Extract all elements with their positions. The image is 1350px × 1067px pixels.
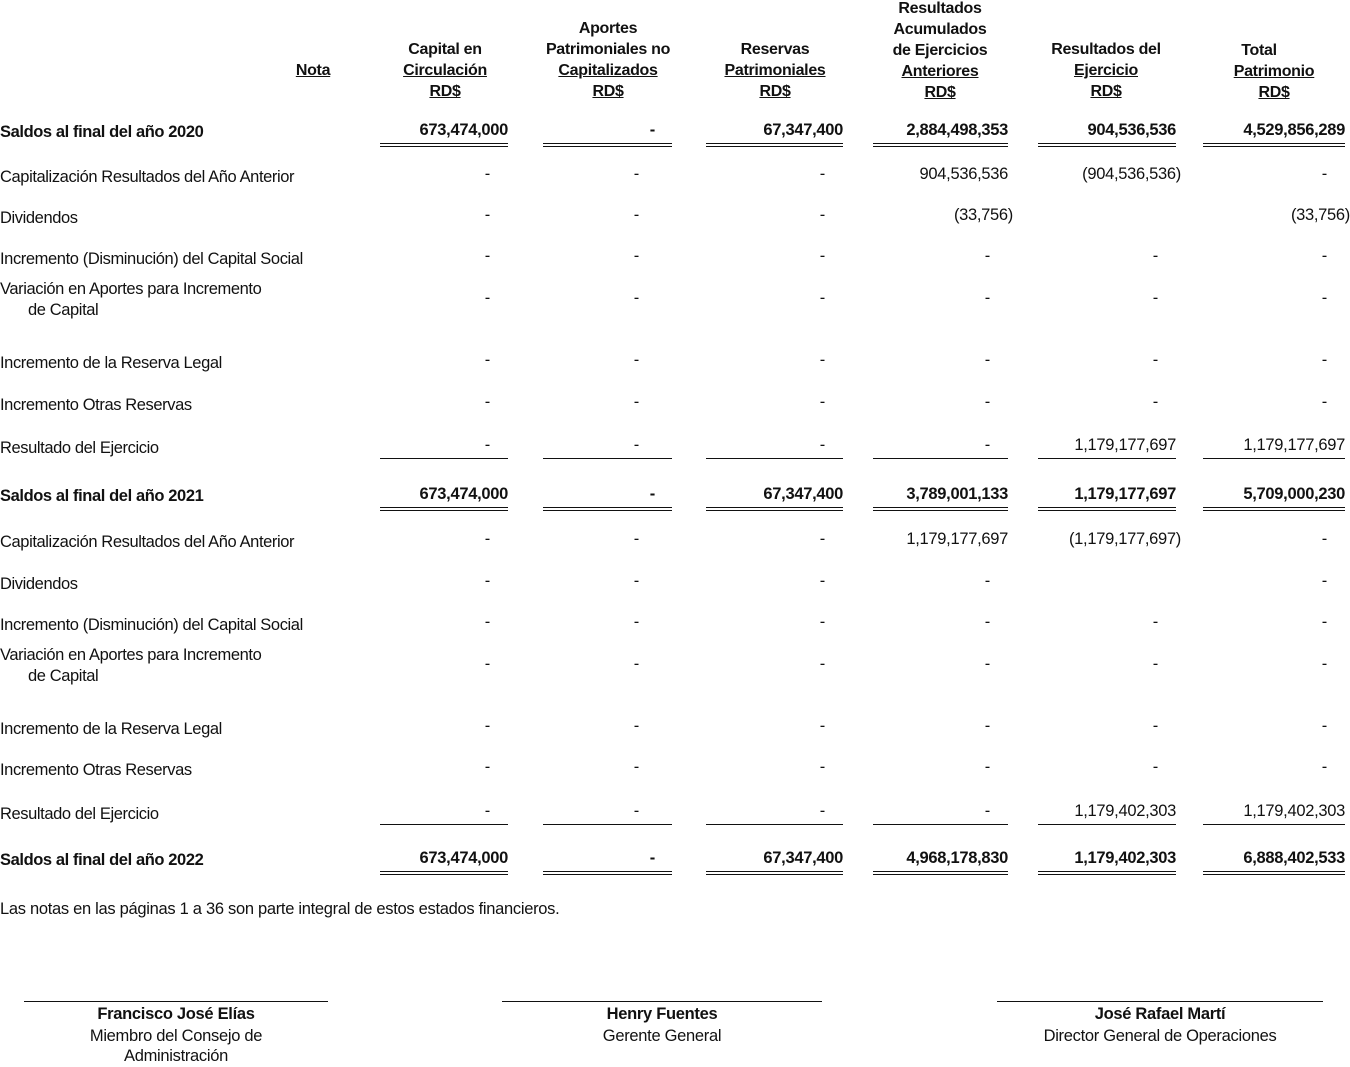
double-underline <box>543 507 672 511</box>
table-cell: - <box>633 613 639 631</box>
table-cell: - <box>1321 758 1327 776</box>
row-label <box>0 167 294 188</box>
signature-role-cont: Administración <box>123 1047 228 1065</box>
row-label-text: Incremento de la Reserva Legal <box>0 720 222 738</box>
table-cell: - <box>1321 655 1327 673</box>
table-cell: - <box>1321 530 1327 548</box>
single-underline <box>706 458 843 459</box>
table-cell: - <box>819 165 825 183</box>
single-underline <box>380 458 508 459</box>
single-underline <box>543 458 672 459</box>
header-total-currency: RD$ <box>1258 84 1290 101</box>
table-cell: 1,179,402,303 <box>1074 849 1176 867</box>
double-underline <box>380 143 508 147</box>
signature-name: Francisco José Elías <box>97 1005 255 1023</box>
table-cell: - <box>633 289 639 307</box>
row-label <box>0 850 203 871</box>
row-label <box>0 760 192 781</box>
table-cell: 1,179,177,697 <box>1243 436 1345 454</box>
row-label-text: Variación en Aportes para Incremento <box>0 280 262 298</box>
double-underline <box>543 143 672 147</box>
single-underline <box>1038 824 1176 825</box>
signature-name: Henry Fuentes <box>606 1005 718 1023</box>
table-cell: 904,536,536 <box>919 165 1008 183</box>
row-label-text: Saldos al final del año 2021 <box>0 487 204 505</box>
row-label <box>0 353 222 374</box>
header-aportes <box>546 18 670 102</box>
row-label <box>0 574 78 595</box>
table-cell: - <box>1152 247 1158 265</box>
table-cell: - <box>633 247 639 265</box>
table-cell: - <box>984 758 990 776</box>
header-total-line2: Patrimonio <box>1233 63 1315 80</box>
row-label <box>0 438 159 459</box>
row-label-text: Variación en Aportes para Incremento <box>0 646 262 664</box>
header-total <box>1234 40 1315 103</box>
row-label-text: Capitalización Resultados del Año Anterior <box>0 533 295 551</box>
table-cell: - <box>484 247 490 265</box>
table-cell: - <box>1152 758 1158 776</box>
row-label <box>0 208 78 229</box>
table-cell: - <box>1321 165 1327 183</box>
table-cell: - <box>984 802 990 820</box>
table-cell: - <box>984 247 990 265</box>
row-label-text: Incremento (Disminución) del Capital Social <box>0 250 303 268</box>
signature-role: Director General de Operaciones <box>1043 1027 1277 1045</box>
table-cell: - <box>633 393 639 411</box>
signature-line <box>997 1001 1323 1002</box>
table-cell: 1,179,177,697 <box>906 530 1008 548</box>
header-aportes-line2: Patrimoniales no <box>545 41 671 58</box>
table-cell: - <box>984 289 990 307</box>
table-cell: 67,347,400 <box>763 485 843 503</box>
table-cell: - <box>984 572 990 590</box>
row-label <box>0 719 222 740</box>
table-cell: - <box>1321 572 1327 590</box>
table-cell: 67,347,400 <box>763 121 843 139</box>
row-label-text: Resultado del Ejercicio <box>0 805 159 823</box>
table-cell: - <box>1321 717 1327 735</box>
table-cell: - <box>819 802 825 820</box>
row-label-text: Incremento de la Reserva Legal <box>0 354 222 372</box>
table-cell: - <box>819 393 825 411</box>
header-resultados-ejercicio <box>1051 39 1161 102</box>
table-cell: 6,888,402,533 <box>1243 849 1345 867</box>
table-cell: - <box>649 849 655 867</box>
header-capital-currency: RD$ <box>429 83 461 100</box>
table-cell: - <box>819 351 825 369</box>
header-total-line1: Total <box>1241 42 1277 59</box>
table-cell: - <box>484 717 490 735</box>
table-cell: - <box>984 393 990 411</box>
single-underline <box>1038 458 1176 459</box>
table-cell: - <box>1152 717 1158 735</box>
table-cell: - <box>819 717 825 735</box>
row-label-text: Incremento (Disminución) del Capital Social <box>0 616 303 634</box>
table-cell: - <box>819 247 825 265</box>
row-label-text: Capitalización Resultados del Año Anterior <box>0 168 295 186</box>
table-cell: (33,756) <box>1290 206 1350 224</box>
row-label-text-cont: de Capital <box>28 667 99 685</box>
double-underline <box>873 507 1008 511</box>
header-nota <box>296 60 330 81</box>
double-underline <box>873 143 1008 147</box>
table-cell: - <box>819 613 825 631</box>
table-cell: - <box>1321 393 1327 411</box>
signature-role: Gerente General <box>602 1027 722 1045</box>
table-cell: - <box>633 655 639 673</box>
table-cell: - <box>819 436 825 454</box>
single-underline <box>706 824 843 825</box>
header-capital-line2: Circulación <box>403 62 487 79</box>
table-cell: - <box>984 351 990 369</box>
table-cell: - <box>984 655 990 673</box>
table-cell: 2,884,498,353 <box>906 121 1008 139</box>
double-underline <box>1038 871 1176 875</box>
table-cell: - <box>484 165 490 183</box>
header-ra-line3: de Ejercicios <box>892 42 988 59</box>
table-cell: - <box>984 717 990 735</box>
signature-block-2 <box>502 1001 822 1047</box>
table-cell: 673,474,000 <box>419 485 508 503</box>
table-cell: - <box>484 393 490 411</box>
table-cell: - <box>484 758 490 776</box>
table-cell: - <box>1152 613 1158 631</box>
header-nota-label: Nota <box>295 62 331 79</box>
signature-name: José Rafael Martí <box>1094 1005 1226 1023</box>
table-cell: - <box>1321 247 1327 265</box>
row-label-text: Incremento Otras Reservas <box>0 396 192 414</box>
row-label-text: Saldos al final del año 2020 <box>0 123 204 141</box>
header-re-currency: RD$ <box>1090 83 1122 100</box>
table-cell: - <box>633 758 639 776</box>
single-underline <box>1203 824 1345 825</box>
single-underline <box>873 824 1008 825</box>
table-cell: (904,536,536) <box>1082 165 1181 183</box>
header-reservas <box>724 39 825 102</box>
header-re-line1: Resultados del <box>1051 41 1161 58</box>
table-cell: - <box>633 530 639 548</box>
row-label <box>0 804 159 825</box>
single-underline <box>380 824 508 825</box>
header-reservas-line2: Patrimoniales <box>724 62 826 79</box>
row-label-text: Dividendos <box>0 575 78 593</box>
table-cell: - <box>633 436 639 454</box>
table-cell: - <box>484 613 490 631</box>
table-cell: 904,536,536 <box>1087 121 1176 139</box>
table-cell: - <box>484 289 490 307</box>
row-label-text: Dividendos <box>0 209 78 227</box>
row-label <box>0 395 192 416</box>
double-underline <box>706 143 843 147</box>
table-cell: - <box>633 165 639 183</box>
table-cell: - <box>649 485 655 503</box>
double-underline <box>873 871 1008 875</box>
row-label-text: Saldos al final del año 2022 <box>0 851 204 869</box>
table-cell: - <box>1152 393 1158 411</box>
double-underline <box>1038 143 1176 147</box>
table-cell: 1,179,177,697 <box>1074 436 1176 454</box>
table-cell: - <box>484 206 490 224</box>
double-underline <box>706 507 843 511</box>
signature-line <box>24 1001 328 1002</box>
table-cell: - <box>1321 613 1327 631</box>
signature-block-1 <box>24 1001 328 1067</box>
table-cell: - <box>984 436 990 454</box>
footnote: Las notas en las páginas 1 a 36 son parte integral de estos estados financieros. <box>0 900 560 918</box>
signature-block-3 <box>997 1001 1323 1047</box>
row-label <box>0 279 261 321</box>
table-cell: - <box>484 802 490 820</box>
single-underline <box>543 824 672 825</box>
double-underline <box>1203 143 1345 147</box>
table-cell: - <box>649 121 655 139</box>
table-cell: 1,179,177,697 <box>1074 485 1176 503</box>
double-underline <box>380 871 508 875</box>
table-cell: (1,179,177,697) <box>1068 530 1181 548</box>
table-cell: - <box>1152 289 1158 307</box>
table-cell: 1,179,402,303 <box>1074 802 1176 820</box>
table-cell: - <box>633 351 639 369</box>
header-re-line2: Ejercicio <box>1073 62 1139 79</box>
table-cell: - <box>819 655 825 673</box>
double-underline <box>1203 507 1345 511</box>
row-label <box>0 532 294 553</box>
double-underline <box>706 871 843 875</box>
table-cell: - <box>484 655 490 673</box>
row-label <box>0 249 303 270</box>
header-aportes-currency: RD$ <box>592 83 624 100</box>
double-underline <box>1038 507 1176 511</box>
header-capital-line1: Capital en <box>408 41 482 58</box>
header-ra-line1: Resultados <box>898 0 982 17</box>
row-label-text-cont: de Capital <box>28 301 99 319</box>
table-cell: - <box>633 717 639 735</box>
header-resultados-acumulados <box>893 0 988 103</box>
header-ra-line4: Anteriores <box>901 63 979 80</box>
header-aportes-line3: Capitalizados <box>558 62 658 79</box>
header-reservas-currency: RD$ <box>759 83 791 100</box>
header-ra-line2: Acumulados <box>893 21 987 38</box>
single-underline <box>1203 458 1345 459</box>
table-cell: - <box>984 613 990 631</box>
row-label <box>0 615 303 636</box>
table-cell: - <box>1321 351 1327 369</box>
table-cell: - <box>484 530 490 548</box>
table-cell: - <box>633 206 639 224</box>
table-cell: - <box>1152 655 1158 673</box>
header-ra-currency: RD$ <box>924 84 956 101</box>
row-label <box>0 122 203 143</box>
table-cell: 1,179,402,303 <box>1243 802 1345 820</box>
table-cell: 4,968,178,830 <box>906 849 1008 867</box>
double-underline <box>380 507 508 511</box>
table-cell: - <box>633 802 639 820</box>
table-cell: 3,789,001,133 <box>906 485 1008 503</box>
table-cell: - <box>633 572 639 590</box>
row-label <box>0 486 203 507</box>
table-cell: - <box>1152 351 1158 369</box>
table-cell: 5,709,000,230 <box>1243 485 1345 503</box>
row-label <box>0 645 261 687</box>
table-cell: (33,756) <box>953 206 1013 224</box>
table-cell: 67,347,400 <box>763 849 843 867</box>
table-cell: 673,474,000 <box>419 121 508 139</box>
header-capital <box>403 39 487 102</box>
table-cell: 4,529,856,289 <box>1243 121 1345 139</box>
table-cell: - <box>819 758 825 776</box>
table-cell: 673,474,000 <box>419 849 508 867</box>
row-label-text: Incremento Otras Reservas <box>0 761 192 779</box>
table-cell: - <box>819 530 825 548</box>
row-label-text: Resultado del Ejercicio <box>0 439 159 457</box>
table-cell: - <box>484 572 490 590</box>
table-cell: - <box>484 436 490 454</box>
double-underline <box>1203 871 1345 875</box>
signature-role: Miembro del Consejo de <box>89 1027 263 1045</box>
double-underline <box>543 871 672 875</box>
header-aportes-line1: Aportes <box>578 20 638 37</box>
table-cell: - <box>1321 289 1327 307</box>
header-reservas-line1: Reservas <box>740 41 810 58</box>
table-cell: - <box>819 572 825 590</box>
table-cell: - <box>819 289 825 307</box>
table-cell: - <box>819 206 825 224</box>
signature-line <box>502 1001 822 1002</box>
table-cell: - <box>484 351 490 369</box>
single-underline <box>873 458 1008 459</box>
